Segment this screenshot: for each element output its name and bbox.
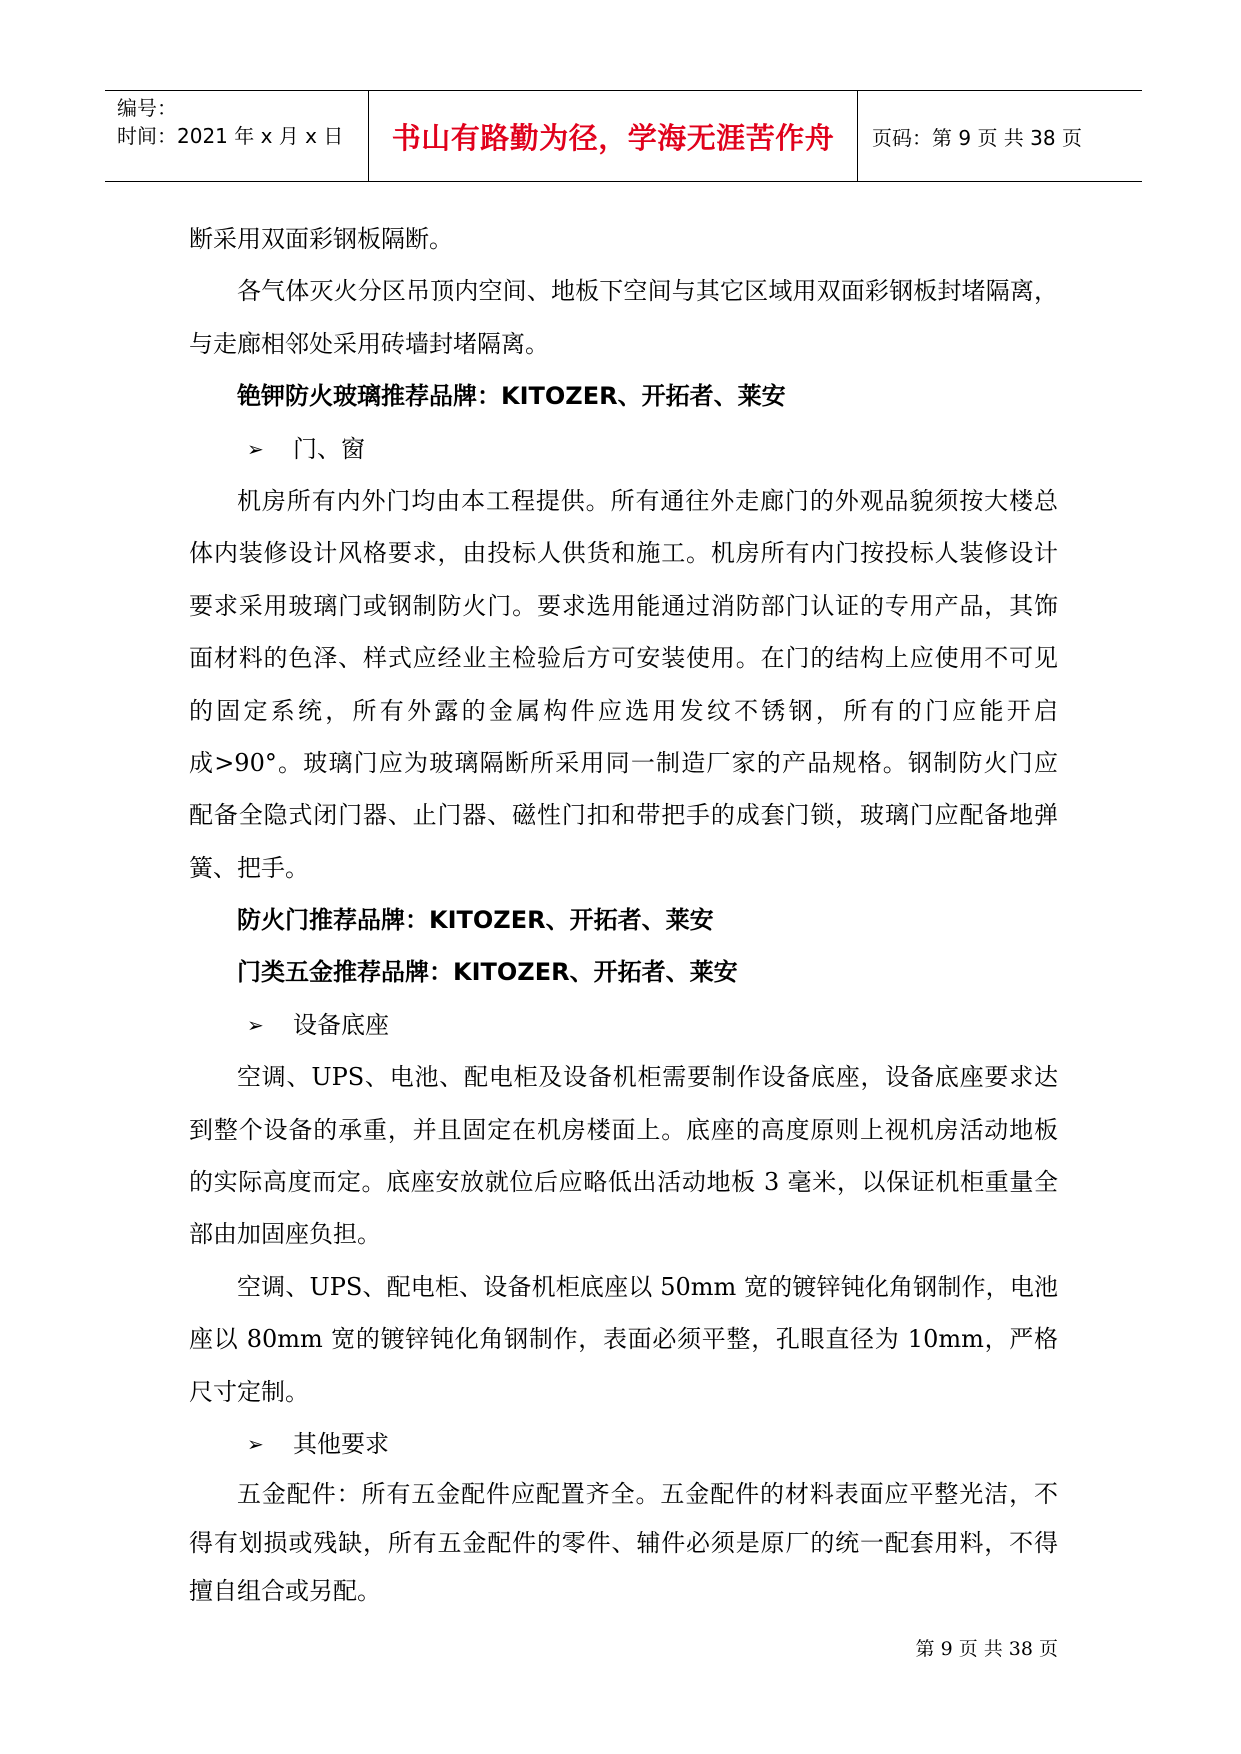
- body-line: 断采用双面彩钢板隔断。: [189, 225, 453, 253]
- header-info-cell: [105, 91, 369, 181]
- body-line: 的固定系统，所有外露的金属构件应选用发纹不锈钢，所有的门应能开启: [189, 696, 1058, 725]
- section-heading-text: 其他要求: [293, 1429, 389, 1458]
- arrow-bullet-icon: ➢: [247, 436, 264, 461]
- body-line: 体内装修设计风格要求，由投标人供货和施工。机房所有内门按投标人装修设计: [189, 539, 1058, 568]
- page-header: [105, 90, 1142, 182]
- body-line: 机房所有内外门均由本工程提供。所有通往外走廊门的外观品貌须按大楼总: [237, 486, 1058, 515]
- body-line: 面材料的色泽、样式应经业主检验后方可安装使用。在门的结构上应使用不可见: [189, 644, 1058, 673]
- section-heading-equipment-base: [189, 999, 1058, 1051]
- body-line: 与走廊相邻处采用砖墙封堵隔离。: [189, 329, 549, 358]
- page-footer-number: 第 9 页 共 38 页: [915, 1638, 1058, 1660]
- section-heading-doors-windows: [189, 423, 1058, 475]
- brand-recommendation-fire-door: 防火门推荐品牌：KITOZER、开拓者、莱安: [237, 906, 714, 935]
- document-number-label: 编号：: [117, 96, 177, 120]
- header-motto: 书山有路勤为径，学海无涯苦作舟: [369, 91, 858, 181]
- body-line: 尺寸定制。: [189, 1377, 309, 1406]
- body-line: 空调、UPS、配电柜、设备机柜底座以 50mm 宽的镀锌钝化角钢制作，电池: [237, 1272, 1058, 1301]
- body-line: 擅自组合或另配。: [189, 1577, 381, 1606]
- document-time: 时间：2021 年 x 月 x 日: [117, 124, 344, 148]
- body-line: 的实际高度而定。底座安放就位后应略低出活动地板 3 毫米，以保证机柜重量全: [189, 1168, 1058, 1197]
- body-line: 配备全隐式闭门器、止门器、磁性门扣和带把手的成套门锁，玻璃门应配备地弹: [189, 801, 1058, 830]
- header-page-indicator: 页码：第 9 页 共 38 页: [872, 125, 1082, 150]
- brand-recommendation-hardware: 门类五金推荐品牌：KITOZER、开拓者、莱安: [237, 958, 738, 987]
- body-line: 成>90°。玻璃门应为玻璃隔断所采用同一制造厂家的产品规格。钢制防火门应: [189, 748, 1058, 777]
- body-line: 得有划损或残缺，所有五金配件的零件、辅件必须是原厂的统一配套用料，不得: [189, 1528, 1058, 1557]
- document-body: [189, 213, 1058, 1616]
- body-line: 簧、把手。: [189, 853, 309, 882]
- body-line: 各气体灭火分区吊顶内空间、地板下空间与其它区域用双面彩钢板封堵隔离，: [237, 277, 1058, 306]
- body-line: 到整个设备的承重，并且固定在机房楼面上。底座的高度原则上视机房活动地板: [189, 1115, 1058, 1144]
- section-heading-text: 门、窗: [293, 434, 365, 463]
- section-heading-text: 设备底座: [293, 1010, 389, 1039]
- body-line: 部由加固座负担。: [189, 1220, 381, 1249]
- arrow-bullet-icon: ➢: [247, 1431, 264, 1456]
- body-line: 空调、UPS、电池、配电柜及设备机柜需要制作设备底座，设备底座要求达: [237, 1063, 1058, 1092]
- brand-recommendation-glass: 铯钾防火玻璃推荐品牌：KITOZER、开拓者、莱安: [237, 382, 786, 411]
- body-line: 座以 80mm 宽的镀锌钝化角钢制作，表面必须平整，孔眼直径为 10mm，严格: [189, 1325, 1058, 1354]
- body-line: 要求采用玻璃门或钢制防火门。要求选用能通过消防部门认证的专用产品，其饰: [189, 591, 1058, 620]
- section-heading-other-requirements: [189, 1418, 1058, 1470]
- arrow-bullet-icon: ➢: [247, 1012, 264, 1037]
- body-line: 五金配件：所有五金配件应配置齐全。五金配件的材料表面应平整光洁，不: [237, 1480, 1058, 1509]
